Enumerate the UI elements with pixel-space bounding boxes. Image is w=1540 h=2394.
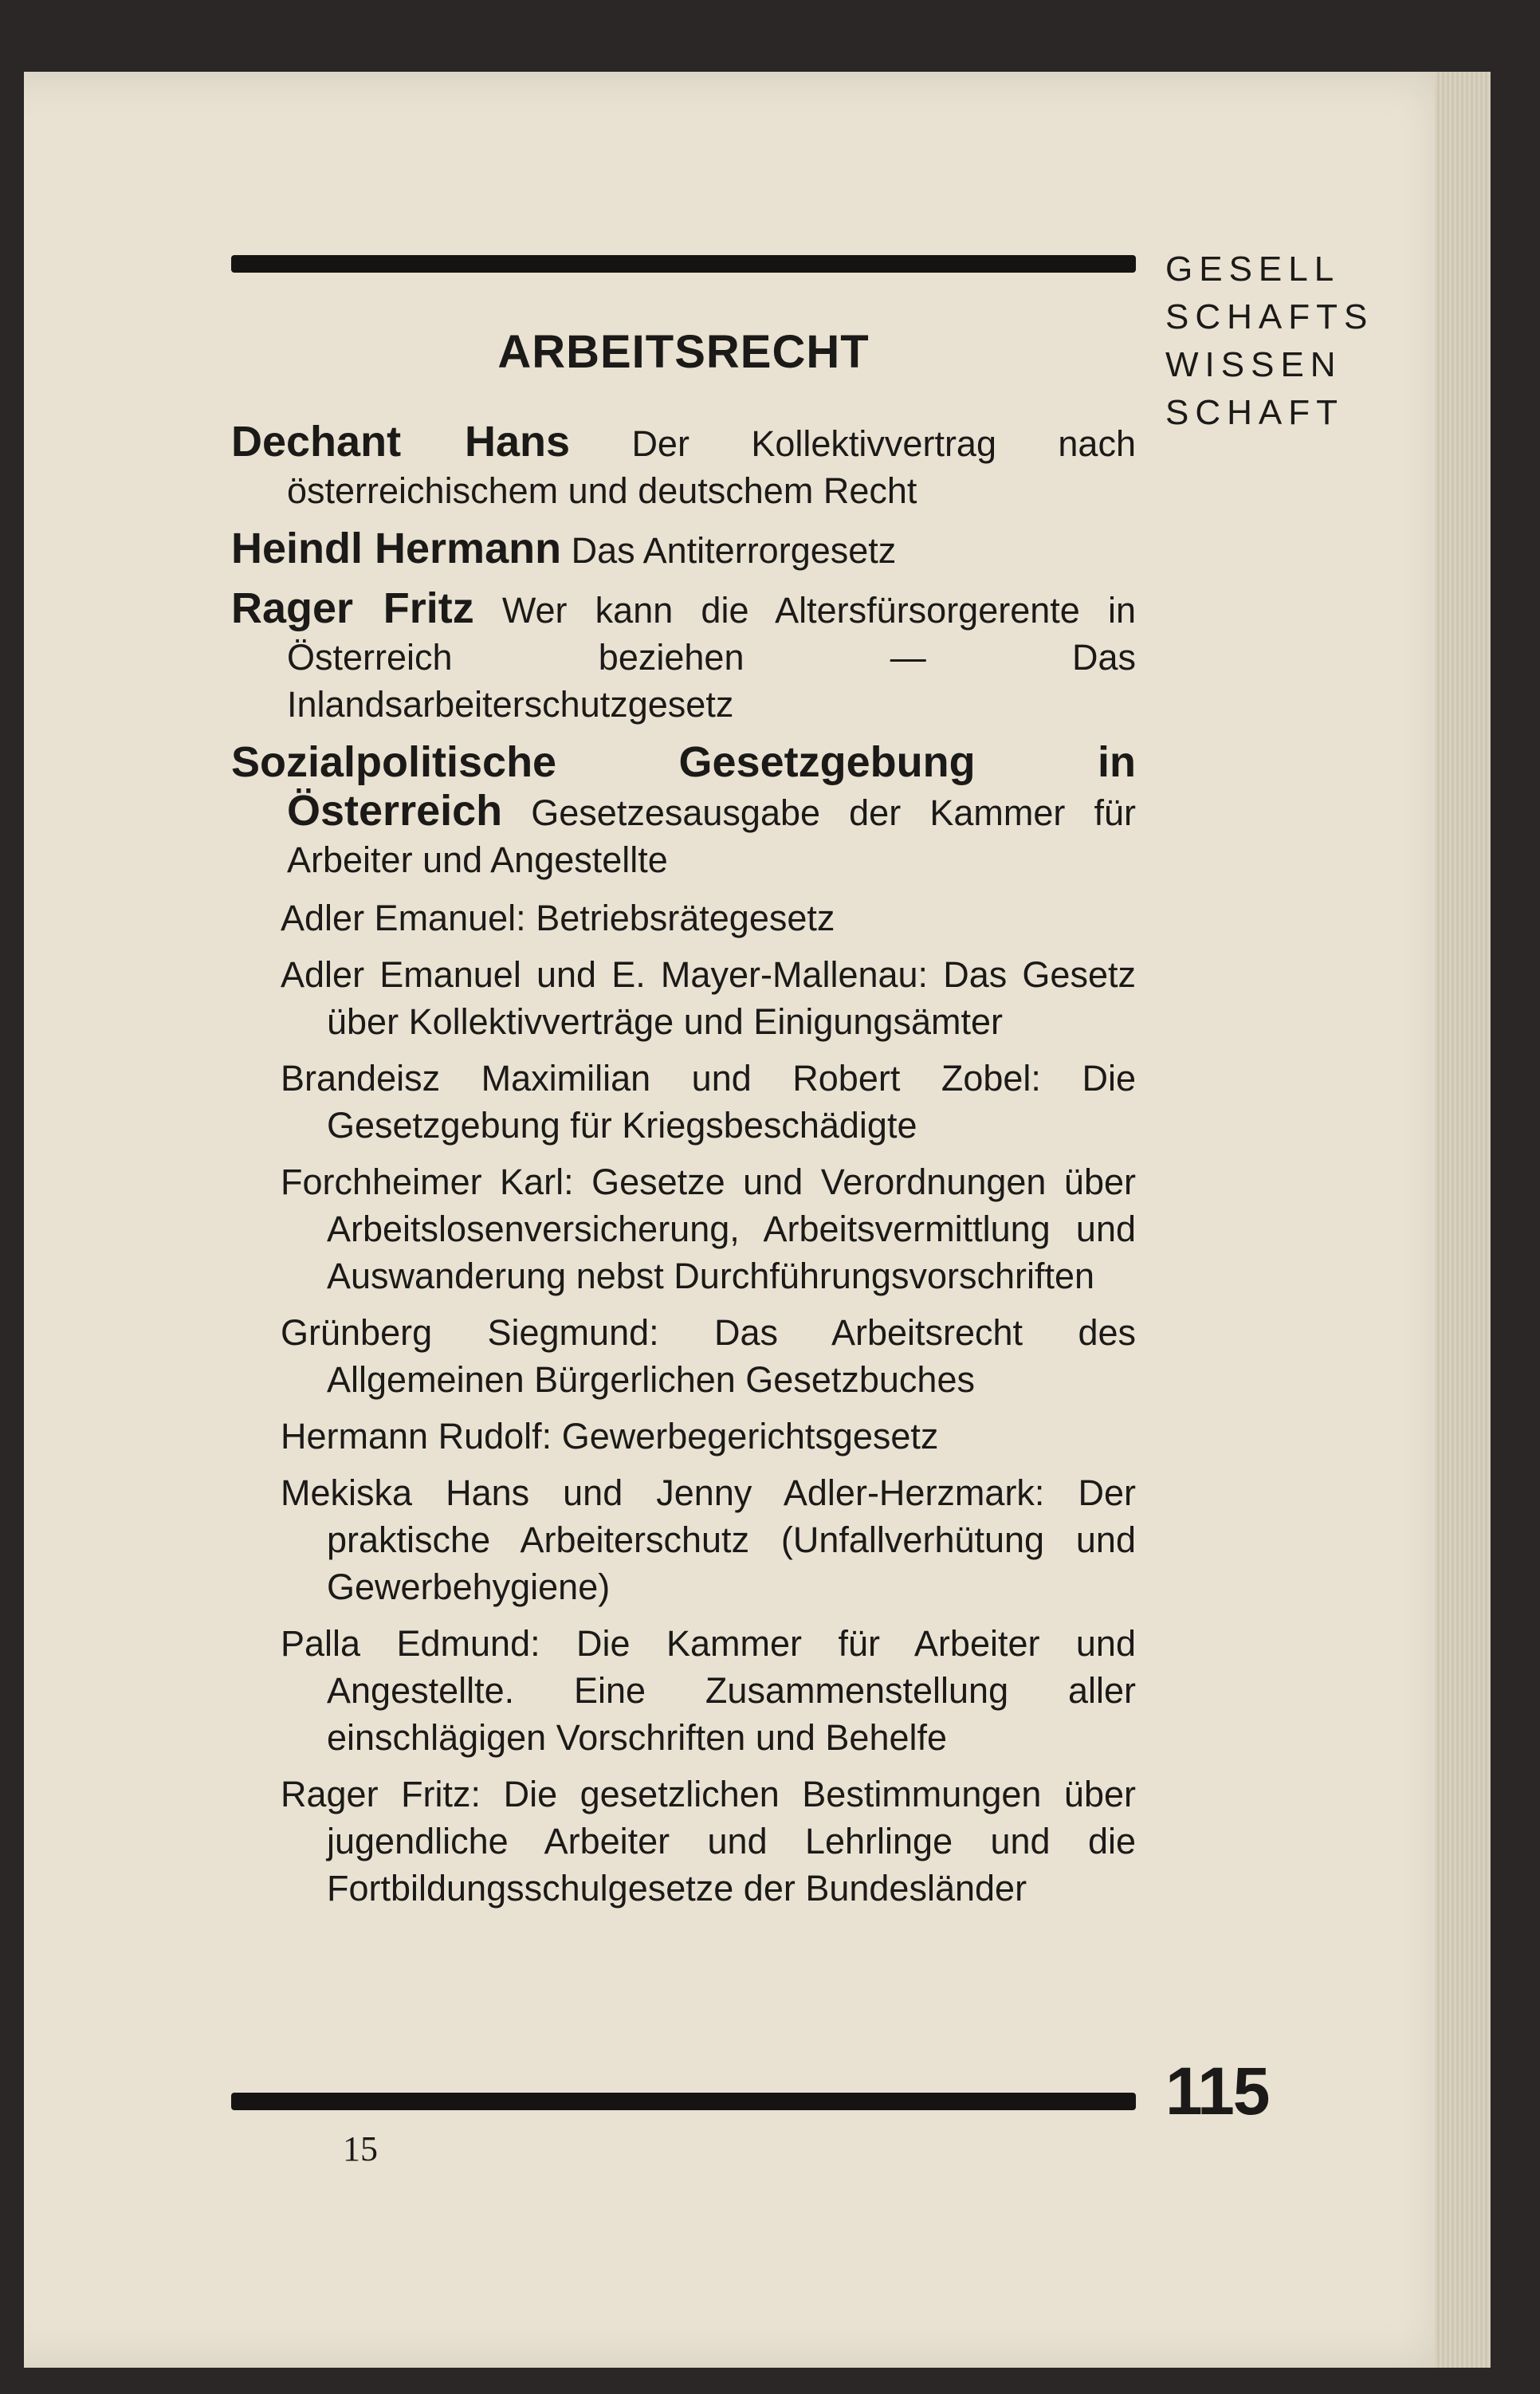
side-category-label [1165,246,1374,437]
entry-title: Der praktische Arbeiterschutz (Unfallverhütung und Gewerbehygiene) [327,1472,1136,1607]
entry-author: Grünberg Siegmund: [281,1312,659,1353]
entry-author: Heindl Hermann [231,525,562,572]
entry-title: Die gesetzlichen Bestimmungen über jugendliche Arbeiter und Lehrlinge und die Fortbildungsschulgesetze der Bundesländer [327,1774,1136,1909]
entry-title: Wer kann die Altersfürsorgerente in Österreich beziehen — Das Inlandsarbeiterschutzgesetz [287,590,1136,725]
entry-author: Adler Emanuel: [281,898,526,938]
entry-author: Sozialpolitische Gesetzgebung in Österreich [231,738,1136,835]
entry-title: Das Arbeitsrecht des Allgemeinen Bürgerlichen Gesetzbuches [327,1312,1136,1400]
side-label-line: GESELL [1165,250,1341,289]
sub-entry [231,1055,1136,1149]
top-rule [231,255,1136,273]
sub-entry [231,1158,1136,1299]
entry-title: Gewerbegerichtsgesetz [561,1416,939,1456]
sub-entry [231,1309,1136,1403]
side-label-line: WISSEN [1165,345,1342,384]
entry-author: Adler Emanuel und E. Mayer-Mallenau: [281,954,929,995]
major-entry [231,739,1136,883]
major-entry [231,419,1136,514]
entry-author: Palla Edmund: [281,1623,540,1664]
bottom-rule [231,2093,1136,2110]
entry-title: Gesetzesausgabe der Kammer für Arbeiter und Angestellte [287,792,1136,880]
sub-entry [231,1413,1136,1460]
entry-title: Der Kollektivvertrag nach österreichischem und deutschem Recht [287,423,1136,511]
entry-author: Hermann Rudolf: [281,1416,552,1456]
signature-mark: 15 [343,2129,378,2168]
major-entry [231,585,1136,728]
sub-entry [231,1469,1136,1610]
entry-author: Brandeisz Maximilian und Robert Zobel: [281,1058,1041,1099]
entry-title: Gesetze und Verordnungen über Arbeitslosenversicherung, Arbeitsvermittlung und Auswanderung nebst Durchführungsvorschriften [327,1162,1136,1296]
side-label-line: SCHAFT [1165,393,1344,432]
entry-title: Das Gesetz über Kollektivverträge und Einigungsämter [327,954,1136,1042]
sub-entry [231,1771,1136,1912]
entry-author: Forchheimer Karl: [281,1162,574,1202]
entry-title: Die Gesetzgebung für Kriegsbeschädigte [327,1058,1136,1146]
entry-title: Die Kammer für Arbeiter und Angestellte. Eine Zusammenstellung aller einschlägigen Vorschriften und Behelfe [327,1623,1136,1758]
entry-title: Das Antiterrorgesetz [571,530,897,571]
major-entry [231,525,1136,574]
sub-entry [231,1620,1136,1761]
bibliography-list [231,419,1136,1921]
entry-title: Betriebsrätegesetz [536,898,835,938]
entry-author: Mekiska Hans und Jenny Adler-Herzmark: [281,1472,1045,1513]
sub-entry [231,951,1136,1045]
sub-entry [231,894,1136,941]
side-label-line: SCHAFTS [1165,297,1374,336]
section-title: ARBEITSRECHT [497,326,870,378]
entry-author: Rager Fritz: [281,1774,481,1814]
entry-author: Dechant Hans [231,418,571,466]
entry-author: Rager Fritz [231,584,474,632]
page-number: 115 [1165,2054,1269,2129]
page-edge [1435,72,1491,2368]
